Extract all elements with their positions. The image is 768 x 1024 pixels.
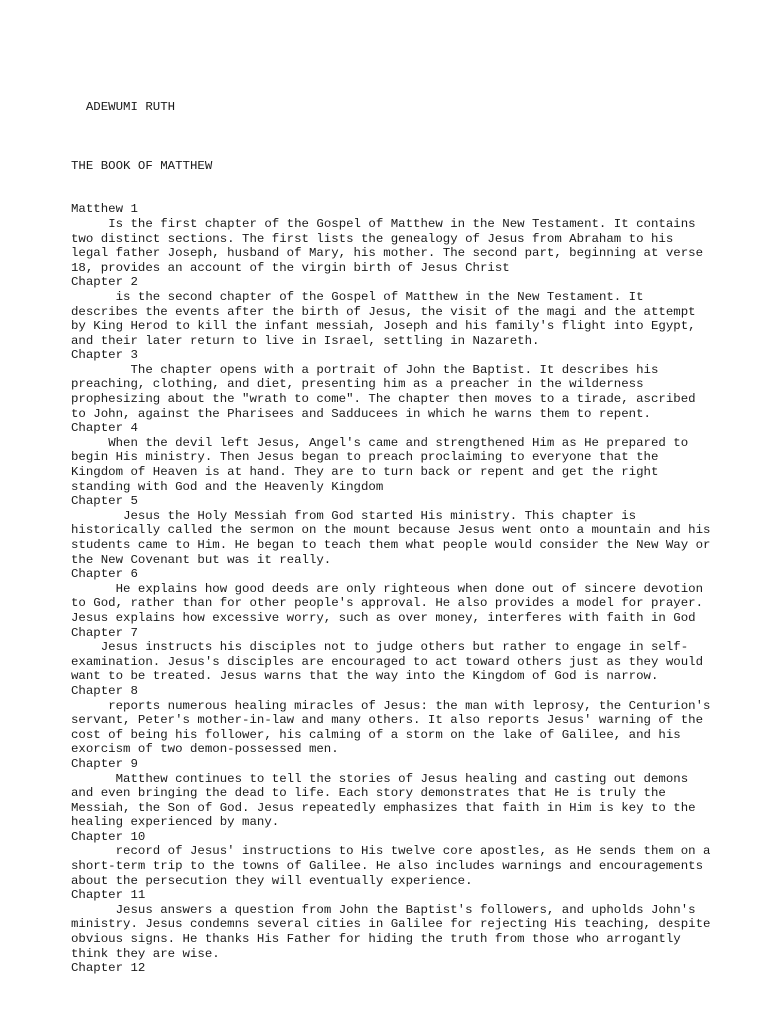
chapter-summary bbox=[71, 217, 711, 275]
chapter-heading: Chapter 6 bbox=[71, 567, 138, 582]
chapter-summary-text: Is the first chapter of the Gospel of Matthew in the New Testament. It contains two distinct sections. The first lists the genealogy of Jesus from Abraham to his legal father Joseph, husband of Mary, his mother. The second part, beginning at verse 18, provides an account of the virgin birth of Jesus Christ bbox=[71, 216, 711, 275]
chapter-heading: Chapter 8 bbox=[71, 683, 138, 698]
chapter-heading: Chapter 10 bbox=[71, 829, 146, 844]
paragraph-indent bbox=[71, 699, 108, 713]
chapter-summary bbox=[71, 436, 711, 494]
paragraph-indent bbox=[71, 290, 116, 304]
chapter-heading: Chapter 2 bbox=[71, 275, 138, 290]
chapter-heading: Chapter 5 bbox=[71, 494, 138, 509]
chapter-summary bbox=[71, 844, 718, 888]
chapter-heading: Chapter 4 bbox=[71, 421, 138, 436]
chapter-summary-text: Jesus instructs his disciples not to judge others but rather to engage in self-examination. Jesus's disciples are encouraged to act toward others just as they would want to be treated. Jesus warns that the way into the Kingdom of God is narrow. bbox=[71, 640, 711, 684]
chapter-heading: Matthew 1 bbox=[71, 202, 138, 217]
chapter-heading: Chapter 11 bbox=[71, 888, 146, 903]
chapter-summary-text: is the second chapter of the Gospel of Matthew in the New Testament. It describes the events after the birth of Jesus, the visit of the magi and the attempt by King Herod to kill the infant messiah, Joseph and his family's flight into Egypt, and their later return to live in Israel, settling in Nazareth. bbox=[71, 289, 704, 348]
paragraph-indent bbox=[71, 772, 116, 786]
paragraph-indent bbox=[71, 217, 108, 231]
paragraph-indent bbox=[71, 903, 116, 917]
chapter-summary-text: Matthew continues to tell the stories of Jesus healing and casting out demons and even bringing the dead to life. Each story demonstrates that He is truly the Messiah, the Son of God. Jesus repeatedly emphasizes that faith in Him is key to the healing experienced by many. bbox=[71, 771, 704, 830]
document-page bbox=[71, 71, 718, 990]
chapter-summary-text: reports numerous healing miracles of Jesus: the man with leprosy, the Centurion's servant, Peter's mother-in-law and many others. It also reports Jesus' warning of the cost of being his follower, his calming of a storm on the lake of Galilee, and his exorcism of two demon-possessed men. bbox=[71, 698, 718, 757]
book-title: THE BOOK OF MATTHEW bbox=[71, 158, 213, 173]
chapter-heading: Chapter 12 bbox=[71, 961, 146, 976]
chapter-summary-text: He explains how good deeds are only righteous when done out of sincere devotion to God, rather than for other people's approval. He also provides a model for prayer. Jesus explains how excessive worry, such as over money, interferes with faith in God bbox=[71, 581, 711, 625]
author-name: ADEWUMI RUTH bbox=[71, 100, 176, 115]
chapter-summary-text: The chapter opens with a portrait of John the Baptist. It describes his preaching, clothing, and diet, presenting him as a preacher in the wilderness prophesizing about the "wrath to come". The chapter then moves to a tirade, ascribed to John, against the Pharisees and Sadducees in which he warns them to repent. bbox=[71, 362, 704, 421]
chapter-list bbox=[71, 202, 718, 976]
chapter-summary-text: record of Jesus' instructions to His twelve core apostles, as He sends them on a short-term trip to the towns of Galilee. He also includes warnings and encouragements about the persecution they will eventually experience. bbox=[71, 844, 718, 888]
chapter-heading: Chapter 3 bbox=[71, 348, 138, 363]
chapter-summary bbox=[71, 290, 711, 348]
chapter-summary bbox=[71, 582, 711, 626]
chapter-summary bbox=[71, 772, 711, 830]
chapter-summary bbox=[71, 902, 718, 961]
paragraph-indent bbox=[71, 844, 116, 858]
chapter-summary bbox=[71, 363, 711, 421]
paragraph-indent bbox=[71, 582, 116, 596]
chapter-summary-text: When the devil left Jesus, Angel's came and strengthened Him as He prepared to begin His ministry. Then Jesus began to preach proclaiming to everyone that the Kingdom of Heaven is at hand. They are to turn back or repent and get the right standing with God and the Heavenly Kingdom bbox=[71, 435, 696, 494]
chapter-heading: Chapter 9 bbox=[71, 756, 138, 771]
paragraph-indent bbox=[71, 363, 131, 377]
chapter-summary-text: Jesus answers a question from John the Baptist's followers, and upholds John's ministry. Jesus condemns several cities in Galilee for rejecting His teaching, despite obvious signs. He thanks His Father for hiding the truth from those who arrogantly think they are wise. bbox=[71, 902, 718, 961]
chapter-summary bbox=[71, 508, 718, 567]
chapter-heading: Chapter 7 bbox=[71, 625, 138, 640]
paragraph-indent bbox=[71, 509, 123, 523]
chapter-summary-text: Jesus the Holy Messiah from God started His ministry. This chapter is historically called the sermon on the mount because Jesus went onto a mountain and his students came to Him. He began to teach them what people would consider the New Way or the New Covenant but was it really. bbox=[71, 508, 718, 567]
chapter-summary bbox=[71, 698, 718, 757]
paragraph-indent bbox=[71, 640, 101, 654]
paragraph-indent bbox=[71, 436, 108, 450]
chapter-summary bbox=[71, 640, 711, 684]
